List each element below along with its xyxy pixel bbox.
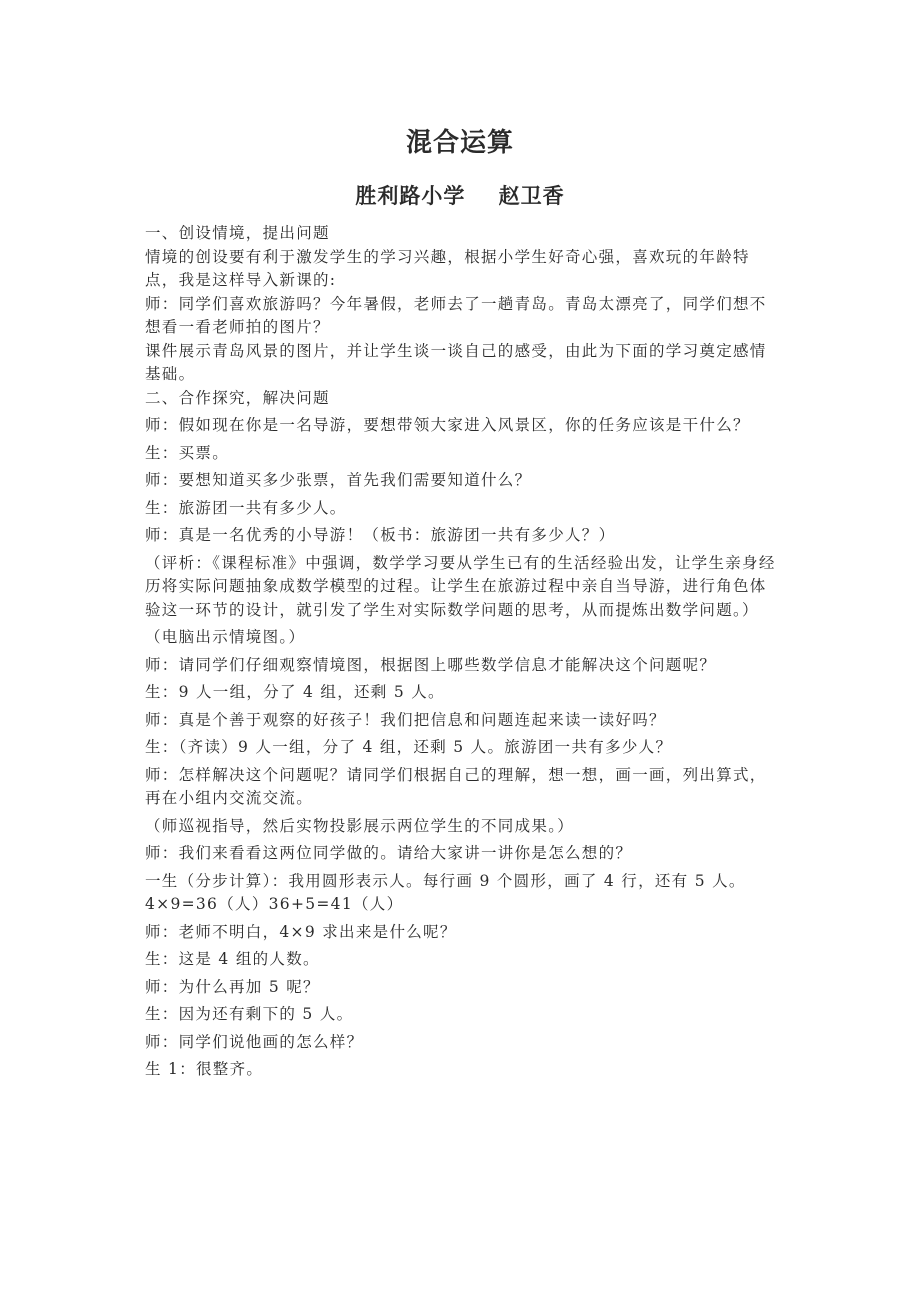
document-body: [145, 222, 777, 1082]
paragraph: 二、合作探究，解决问题: [145, 388, 330, 407]
paragraph: 师：真是一名优秀的小导游！（板书：旅游团一共有多少人？）: [145, 526, 616, 544]
paragraph: 情境的创设要有利于激发学生的学习兴趣，根据小学生好奇心强，喜欢玩的年龄特点，我是这样导入新课的:: [145, 247, 750, 289]
paragraph: 师：老师不明白，4×9 求出来是什么呢？: [145, 922, 457, 941]
paragraph: （电脑出示情境图。）: [145, 628, 306, 646]
paragraph: 生：（齐读）9 人一组，分了 4 组，还剩 5 人。旅游团一共有多少人？: [145, 738, 673, 756]
paragraph: 一生（分步计算）：我用圆形表示人。每行画 9 个圆形，画了 4 行，还有 5 人。4×9=36（人）36+5=41（人）: [145, 871, 746, 913]
paragraph: 师：怎样解决这个问题呢？请同学们根据自己的理解，想一想，画一画，列出算式，再在小组内交流交流。: [145, 765, 767, 807]
paragraph: 师：要想知道买多少张票，首先我们需要知道什么？: [145, 471, 532, 489]
paragraph: 生：买票。: [145, 443, 230, 462]
paragraph: 生：旅游团一共有多少人。: [145, 498, 347, 517]
paragraph: 师：假如现在你是一名导游，要想带领大家进入风景区，你的任务应该是干什么？: [145, 416, 750, 434]
paragraph: 生：因为还有剩下的 5 人。: [145, 1005, 354, 1023]
paragraph: 师：同学们喜欢旅游吗？今年暑假，老师去了一趟青岛。青岛太漂亮了，同学们想不想看一看老师拍的图片？: [145, 294, 767, 336]
author-line: 胜利路小学 赵卫香: [355, 183, 565, 208]
paragraph: 师：为什么再加 5 呢？: [145, 977, 320, 996]
paragraph: 课件展示青岛风景的图片，并让学生谈一谈自己的感受，由此为下面的学习奠定感情基础。: [145, 341, 767, 383]
paragraph: 师：同学们说他画的怎么样？: [145, 1032, 364, 1051]
paragraph: 生：9 人一组，分了 4 组，还剩 5 人。: [145, 683, 445, 701]
paragraph: 生：这是 4 组的人数。: [145, 950, 320, 968]
paragraph: 师：请同学们仔细观察情境图，根据图上哪些数学信息才能解决这个问题呢？: [145, 655, 717, 674]
paragraph: 师：我们来看看这两位同学做的。请给大家讲一讲你是怎么想的？: [145, 844, 633, 862]
paragraph: （师巡视指导，然后实物投影展示两位学生的不同成果。）: [145, 816, 575, 835]
document-title: 混合运算: [405, 128, 514, 158]
paragraph: 生 1：很整齐。: [145, 1060, 264, 1078]
paragraph: 师：真是个善于观察的好孩子！我们把信息和问题连起来读一读好吗？: [145, 710, 666, 729]
paragraph: 一、创设情境，提出问题: [145, 224, 330, 242]
paragraph: （评析：《课程标准》中强调，数学学习要从学生已有的生活经验出发，让学生亲身经历将实际问题抽象成数学模型的过程。让学生在旅游过程中亲自当导游，进行角色体验这一环节的设计，就引发了学生对实际数学问题的思考，从而提炼出数学问题。）: [145, 553, 776, 619]
